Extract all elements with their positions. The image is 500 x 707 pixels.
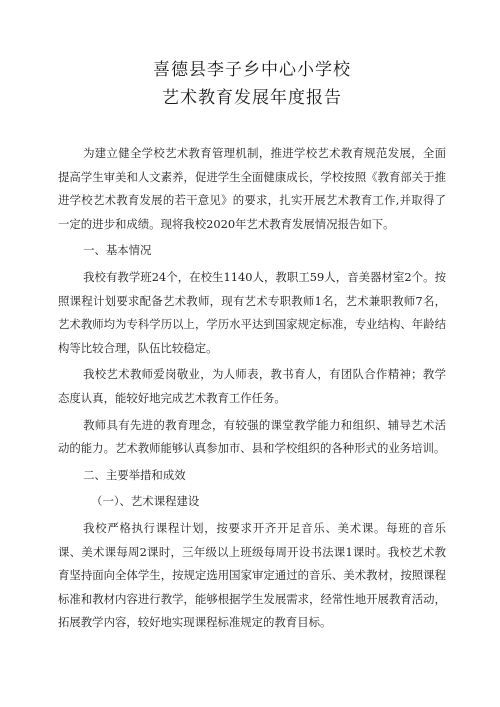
section-1-heading: 一、基本情况 bbox=[83, 243, 152, 258]
section-1-paragraph-2: 我校艺术教师爱岗敬业，为人师表，教书育人，有团队合作精神；教学态度认真，能较好地完成艺术教育工作任务。 bbox=[58, 367, 446, 405]
section-2-paragraph-1: 我校严格执行课程计划，按要求开齐开足音乐、美术课。每班的音乐课、美术课每周2课时，三年级以上班级每周开设书法课1课时。我校艺术教育坚持面向全体学生，按规定选用国家审定通过的音乐、美术教材，按照课程标准和教材内容进行教学，能够根据学生发展需求，经常性地开展教育活动，拓展教学内容，较好地实现课程标准规定的教育目标。 bbox=[58, 520, 446, 630]
intro-paragraph: 为建立健全学校艺术教育管理机制，推进学校艺术教育规范发展，全面提高学生审美和人文素养，促进学生全面健康成长，学校按照《教育部关于推进学校艺术教育发展的若干意见》的要求，扎实开展艺术教育工作,并取得了一定的进步和成绩。现将我校2020年艺术教育发展情况报告如下。 bbox=[58, 146, 446, 231]
section-1-paragraph-1: 我校有教学班24个，在校生1140人，教职工59人，音美器材室2个。按照课程计划要求配备艺术教师，现有艺术专职教师1名，艺术兼职教师7名，艺术教师均为专科学历以上，学历水平达到国家规定标准，专业结构、年龄结构等比较合理，队伍比较稳定。 bbox=[58, 269, 446, 355]
title-block bbox=[58, 56, 446, 112]
section-2-heading: 二、主要举措和成效 bbox=[83, 467, 186, 482]
section-1-paragraph-3: 教师具有先进的教育理念，有较强的课堂教学能力和组织、辅导艺术活动的能力。艺术教师能够认真参加市、县和学校组织的各种形式的业务培训。 bbox=[58, 417, 446, 456]
document-title-line-1: 喜德县李子乡中心小学校 bbox=[153, 60, 351, 80]
document-title-line-2: 艺术教育发展年度报告 bbox=[162, 88, 342, 108]
section-2-subheading-1: （一）、艺术课程建设 bbox=[91, 494, 200, 509]
